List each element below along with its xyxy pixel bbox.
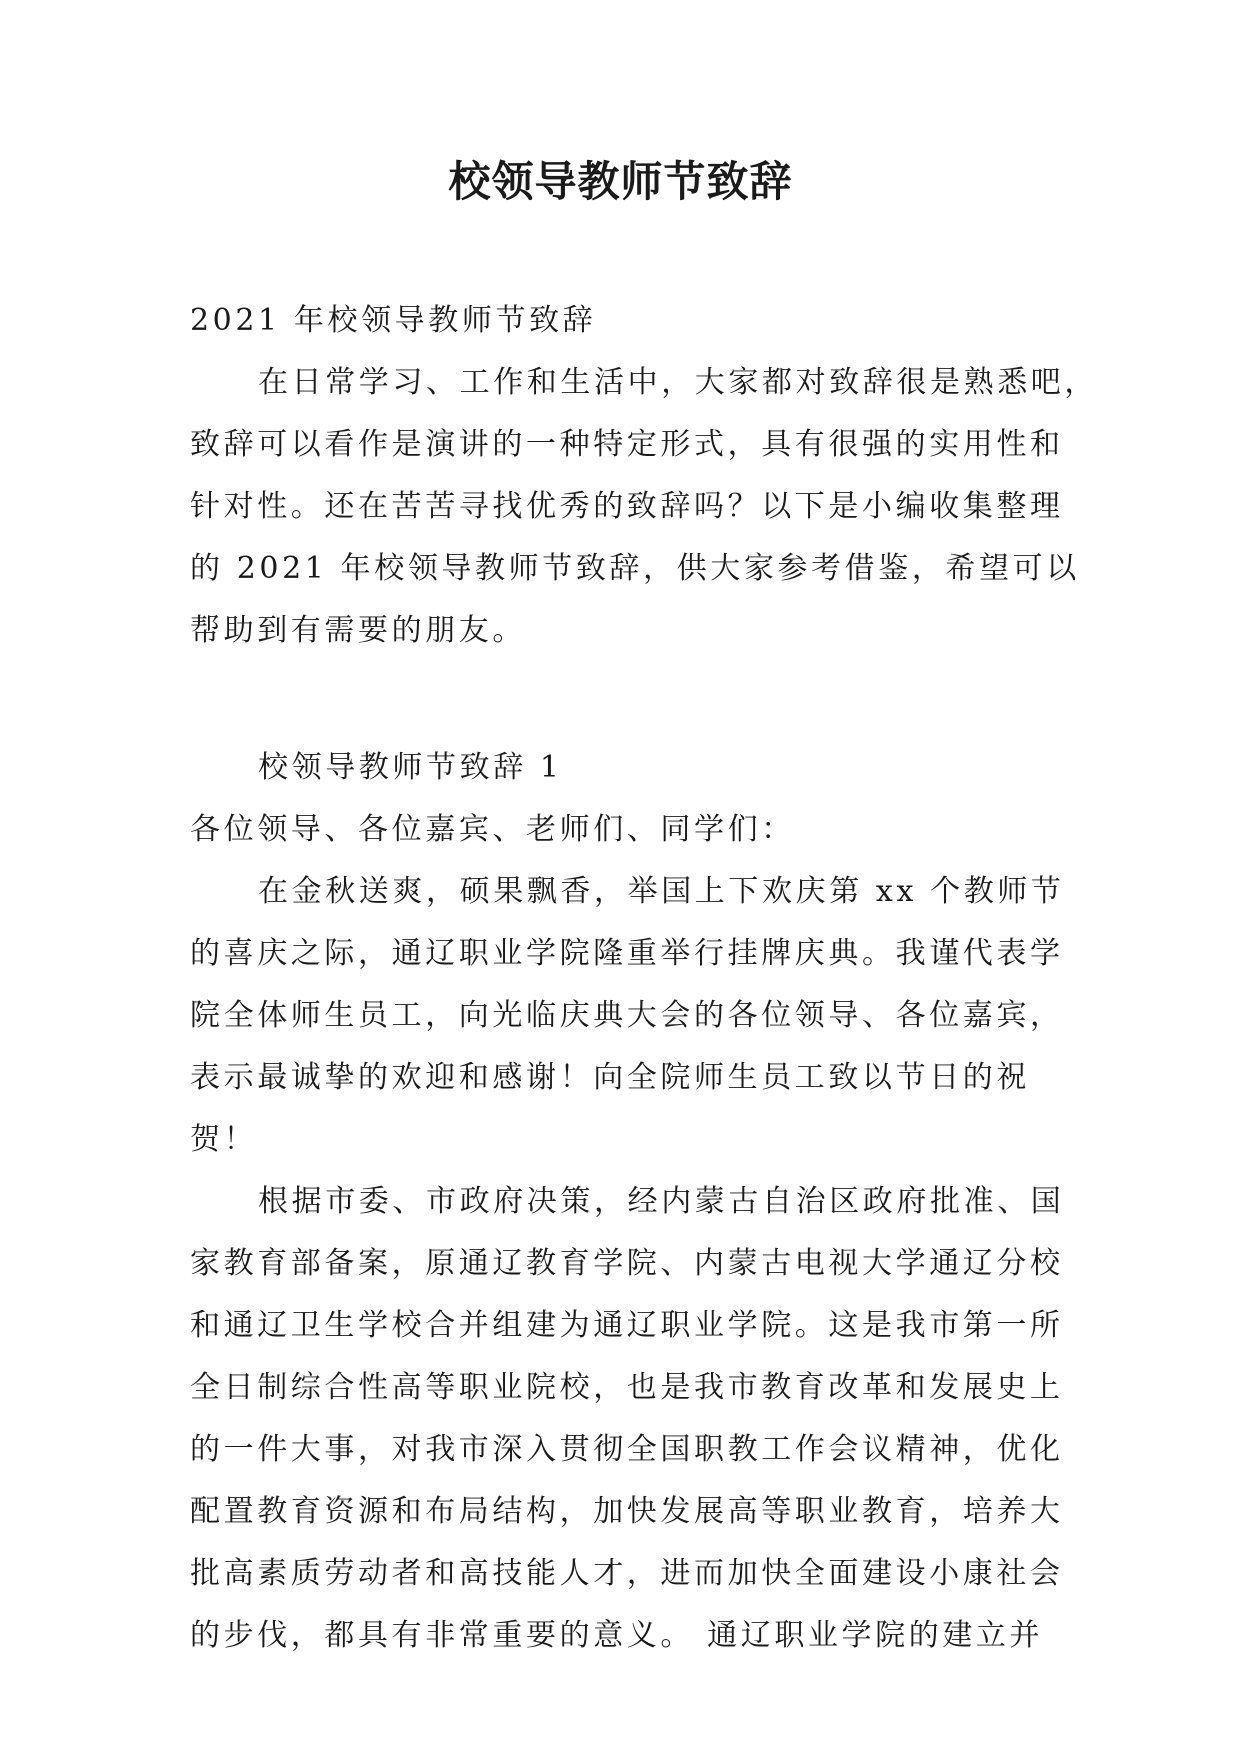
text-line: 全日制综合性高等职业院校，也是我市教育改革和发展史上 <box>190 1370 1064 1405</box>
paragraph-2 <box>190 1171 1065 1667</box>
text-line: 针对性。还在苦苦寻找优秀的致辞吗？以下是小编收集整理 <box>190 489 1064 524</box>
paragraph-1 <box>190 861 1065 1171</box>
salutation-line: 各位领导、各位嘉宾、老师们、同学们： <box>190 812 795 847</box>
text-line: 的 2021 年校领导教师节致辞，供大家参考借鉴，希望可以 <box>190 551 1080 586</box>
text-line: 的一件大事，对我市深入贯彻全国职教工作会议精神，优化 <box>190 1432 1064 1467</box>
paragraph-gap <box>190 662 1060 737</box>
text-line: 批高素质劳动者和高技能人才，进而加快全面建设小康社会 <box>190 1556 1064 1591</box>
text-line: 配置教育资源和布局结构，加快发展高等职业教育，培养大 <box>190 1494 1064 1529</box>
text-line: 和通辽卫生学校合并组建为通辽职业学院。这是我市第一所 <box>190 1308 1064 1343</box>
text-line: 在金秋送爽，硕果飘香，举国上下欢庆第 xx 个教师节 <box>258 874 1065 909</box>
text-line: 的步伐，都具有非常重要的意义。 通辽职业学院的建立并 <box>190 1618 1044 1653</box>
text-line: 在日常学习、工作和生活中，大家都对致辞很是熟悉吧， <box>258 365 1098 400</box>
text-line: 的喜庆之际，通辽职业学院隆重举行挂牌庆典。我谨代表学 <box>190 936 1064 971</box>
text-line: 根据市委、市政府决策，经内蒙古自治区政府批准、国 <box>258 1184 1065 1219</box>
subtitle-line: 2021 年校领导教师节致辞 <box>190 303 597 338</box>
text-line: 表示最诚挚的欢迎和感谢！向全院师生员工致以节日的祝 <box>190 1060 1030 1095</box>
text-line: 致辞可以看作是演讲的一种特定形式，具有很强的实用性和 <box>190 427 1064 462</box>
document-body <box>190 290 1098 1667</box>
document-title: 校领导教师节致辞 <box>448 157 793 206</box>
text-line: 院全体师生员工，向光临庆典大会的各位领导、各位嘉宾， <box>190 998 1064 1033</box>
text-line: 贺！ <box>190 1122 258 1157</box>
text-line: 家教育部备案，原通辽教育学院、内蒙古电视大学通辽分校 <box>190 1246 1064 1281</box>
intro-paragraph <box>190 352 1098 662</box>
text-line: 帮助到有需要的朋友。 <box>190 613 526 648</box>
section-heading: 校领导教师节致辞 1 <box>258 750 563 785</box>
